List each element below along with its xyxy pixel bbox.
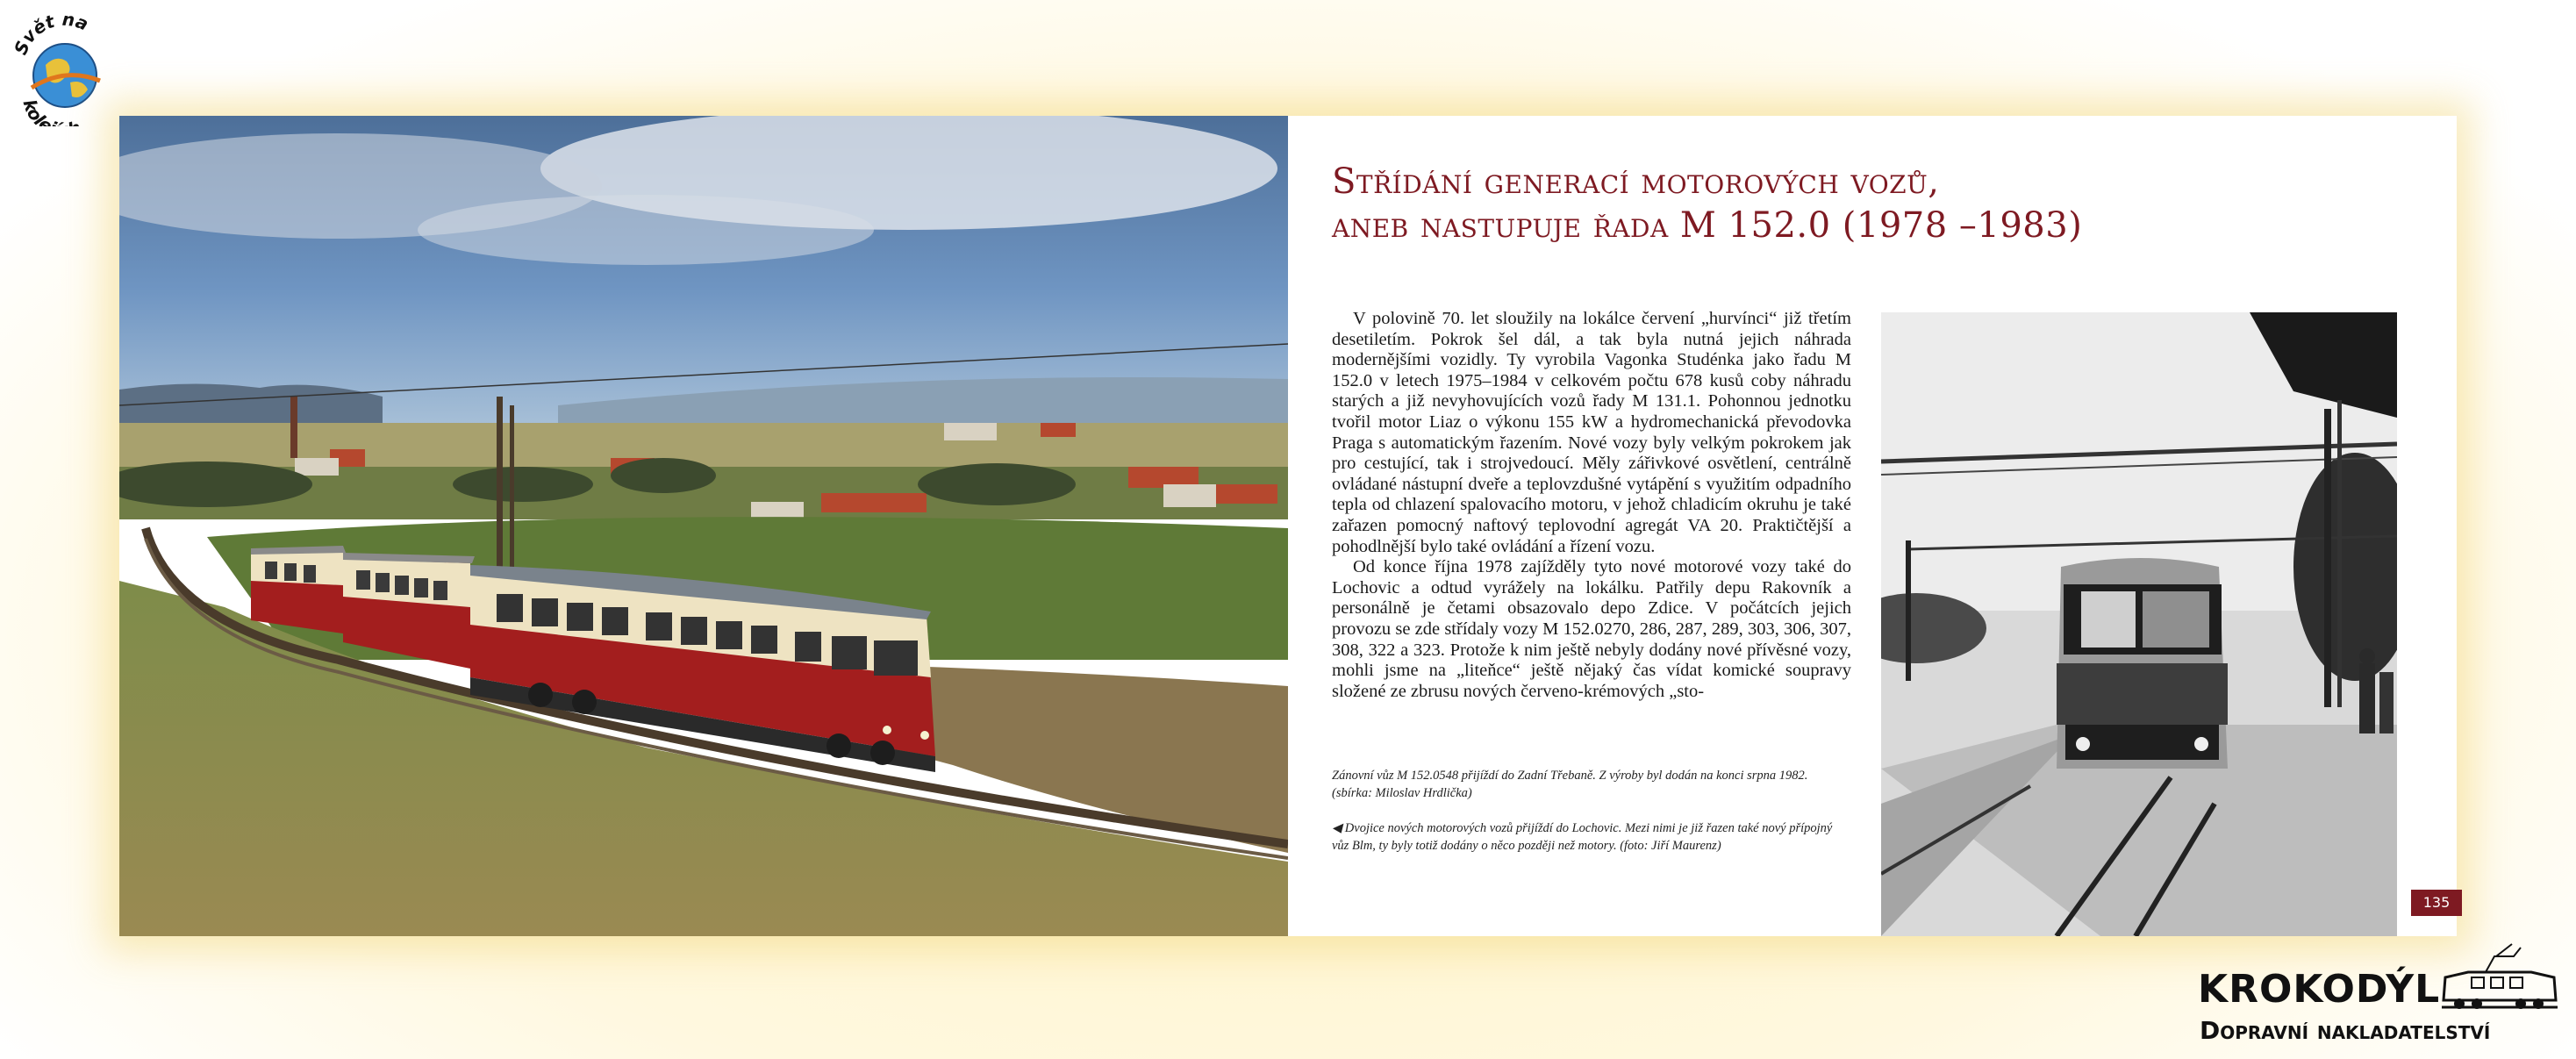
train-color-photo (119, 116, 1288, 936)
heading-line-1: Střídání generací motorových vozů, (1332, 161, 1940, 202)
heading-line-2: aneb nastupuje řada M 152.0 (1978 –1983) (1332, 205, 2083, 246)
locomotive-icon (2433, 939, 2566, 1018)
book-spread (119, 116, 2457, 936)
right-page (1288, 116, 2457, 936)
page-number: 135 (2411, 890, 2462, 916)
logo-text-bottom: kole (18, 97, 57, 126)
paragraph-1: V polovině 70. let sloužily na lokálce červení „hurvínci“ již třetím desetiletím. Pokrok šel dál, a tak byla nutná jejich náhrada modernějšími vozidly. Ty vyrobila Vagonka Studénka jako řadu M 152.0 v letech 1975–1984 v celkovém počtu 678 kusů coby náhradu starých a již nevyhovujících vozů řady M 131.1. Pohonnou jednotku tvořil motor Liaz o výkonu 155 kW a hydromechanická převodovka Praga s automatickým řazením. Nové vozy byly velkým pokrokem jak pro cestující, tak i strojvedoucí. Měly zářivkové osvětlení, centrálně ovládané nástupní dveře a teplovzdušné vytápění s využitím odpadního tepla od chlazení spalovacího motoru, v jehož chladicím okruhu je také zařazen pomocný naftový teplovodní agregát VA 20. Praktičtější a pohodlnější bylo také ovládání a řízení vozu. (1332, 309, 1851, 556)
photo-caption-2 (1332, 819, 1850, 855)
logo-text-top: vět na (17, 12, 92, 47)
photo-caption-1: Zánovní vůz M 152.0548 přijíždí do Zadní Třebaně. Z výroby byl dodán na konci srpna 1982. (sbírka: Miloslav Hrdlička) (1332, 769, 1808, 800)
body-text (1332, 309, 1851, 702)
brand-logo (12, 12, 116, 126)
photo-caption-2-text: Dvojice nových motorových vozů přijíždí do Lochovic. Mezi nimi je již řazen také nový přípojný vůz Blm, ty byly totiž dodány o něco později než motory. (foto: Jiří Maurenz) (1332, 821, 1833, 853)
publisher-tagline: Dopravní nakladatelství (2200, 1016, 2491, 1045)
publisher-logo (2198, 939, 2566, 1053)
paragraph-2: Od konce října 1978 zajížděly tyto nové motorové vozy také do Lochovic a odtud vyrážely na lokálku. Patřily depu Rakovník a personálně je četami obsazovalo depo Zdice. V počátcích jejich provozu se zde střídaly vozy M 152.0270, 286, 287, 289, 303, 306, 307, 308, 322 a 323. Protože k nim ještě nebyly dodány nové přívěsné vozy, mohli jsme na „liteňce“ ještě nějaký čas vídat komické soupravy složené ze zbrusu nových červeno-krémových „sto- (1332, 557, 1851, 701)
publisher-name: KROKODÝL (2198, 967, 2441, 1012)
chapter-heading (1332, 160, 2122, 247)
left-arrow-icon: ◀ (1332, 821, 1342, 835)
train-bw-photo (1881, 312, 2397, 936)
